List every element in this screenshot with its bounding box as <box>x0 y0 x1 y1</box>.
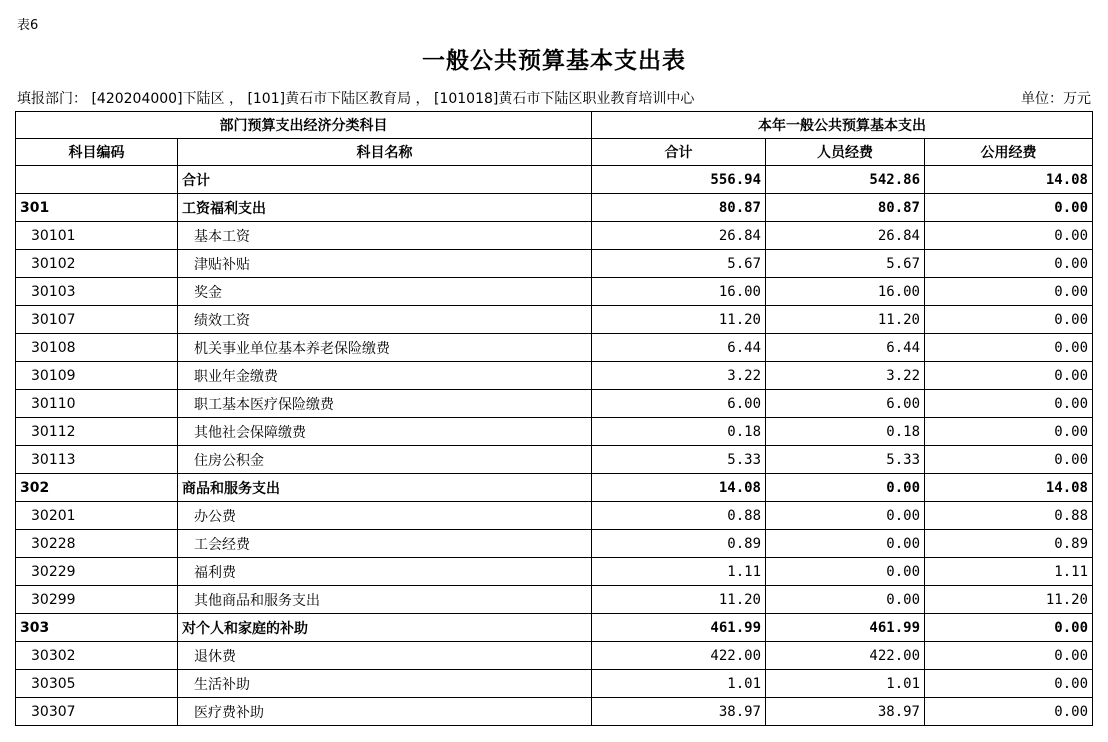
cell-personnel: 0.00 <box>766 530 925 558</box>
cell-total: 6.44 <box>592 334 766 362</box>
cell-code: 30102 <box>16 250 178 278</box>
cell-total: 6.00 <box>592 390 766 418</box>
column-header-total: 合计 <box>592 139 766 166</box>
table-row <box>16 306 1093 334</box>
cell-name: 机关事业单位基本养老保险缴费 <box>178 334 592 362</box>
cell-total: 14.08 <box>592 474 766 502</box>
cell-public: 0.00 <box>925 278 1093 306</box>
cell-total: 1.11 <box>592 558 766 586</box>
cell-personnel: 0.00 <box>766 502 925 530</box>
table-row <box>16 222 1093 250</box>
cell-code: 30201 <box>16 502 178 530</box>
cell-public: 1.11 <box>925 558 1093 586</box>
cell-name: 基本工资 <box>178 222 592 250</box>
cell-personnel: 461.99 <box>766 614 925 642</box>
cell-personnel: 16.00 <box>766 278 925 306</box>
column-header-name: 科目名称 <box>178 139 592 166</box>
table-row <box>16 642 1093 670</box>
table-row <box>16 474 1093 502</box>
table-body <box>16 166 1093 726</box>
group-header-row <box>16 112 1093 139</box>
group-header-budget: 本年一般公共预算基本支出 <box>592 112 1093 139</box>
cell-public: 0.00 <box>925 250 1093 278</box>
cell-public: 0.00 <box>925 446 1093 474</box>
table-row <box>16 586 1093 614</box>
cell-personnel: 0.00 <box>766 474 925 502</box>
cell-total: 80.87 <box>592 194 766 222</box>
cell-personnel: 3.22 <box>766 362 925 390</box>
cell-name: 办公费 <box>178 502 592 530</box>
table-row <box>16 250 1093 278</box>
table-row <box>16 194 1093 222</box>
cell-public: 0.00 <box>925 670 1093 698</box>
cell-total: 0.89 <box>592 530 766 558</box>
cell-public: 0.00 <box>925 194 1093 222</box>
cell-public: 0.00 <box>925 334 1093 362</box>
cell-name: 合计 <box>178 166 592 194</box>
cell-name: 退休费 <box>178 642 592 670</box>
cell-code: 30107 <box>16 306 178 334</box>
table-row <box>16 698 1093 726</box>
column-header-code: 科目编码 <box>16 139 178 166</box>
cell-name: 商品和服务支出 <box>178 474 592 502</box>
table-row <box>16 558 1093 586</box>
cell-name: 津贴补贴 <box>178 250 592 278</box>
cell-total: 11.20 <box>592 306 766 334</box>
cell-public: 0.00 <box>925 614 1093 642</box>
cell-name: 医疗费补助 <box>178 698 592 726</box>
table-number: 表6 <box>17 18 39 33</box>
column-header-row <box>16 139 1093 166</box>
cell-total: 1.01 <box>592 670 766 698</box>
cell-code: 30299 <box>16 586 178 614</box>
table-row <box>16 502 1093 530</box>
cell-public: 0.00 <box>925 698 1093 726</box>
cell-public: 0.00 <box>925 418 1093 446</box>
cell-name: 对个人和家庭的补助 <box>178 614 592 642</box>
cell-total: 11.20 <box>592 586 766 614</box>
cell-code: 302 <box>16 474 178 502</box>
page-title: 一般公共预算基本支出表 <box>422 47 686 74</box>
cell-total: 422.00 <box>592 642 766 670</box>
unit-label: 单位：万元 <box>1021 91 1091 107</box>
cell-code: 30101 <box>16 222 178 250</box>
cell-code: 30110 <box>16 390 178 418</box>
cell-public: 14.08 <box>925 474 1093 502</box>
cell-public: 0.89 <box>925 530 1093 558</box>
table-row <box>16 362 1093 390</box>
cell-name: 其他商品和服务支出 <box>178 586 592 614</box>
cell-name: 奖金 <box>178 278 592 306</box>
cell-code: 30229 <box>16 558 178 586</box>
cell-code: 301 <box>16 194 178 222</box>
cell-personnel: 5.33 <box>766 446 925 474</box>
cell-total: 0.88 <box>592 502 766 530</box>
cell-code <box>16 166 178 194</box>
cell-personnel: 11.20 <box>766 306 925 334</box>
cell-public: 14.08 <box>925 166 1093 194</box>
cell-personnel: 6.00 <box>766 390 925 418</box>
cell-code: 30112 <box>16 418 178 446</box>
cell-name: 工资福利支出 <box>178 194 592 222</box>
cell-name: 职工基本医疗保险缴费 <box>178 390 592 418</box>
cell-code: 30302 <box>16 642 178 670</box>
cell-public: 11.20 <box>925 586 1093 614</box>
cell-total: 5.67 <box>592 250 766 278</box>
table-row <box>16 166 1093 194</box>
cell-code: 30228 <box>16 530 178 558</box>
cell-personnel: 6.44 <box>766 334 925 362</box>
filing-department: 填报部门： [420204000]下陆区 ， [101]黄石市下陆区教育局 ， [101018]黄石市下陆区职业教育培训中心 <box>17 91 695 107</box>
cell-total: 0.18 <box>592 418 766 446</box>
cell-total: 556.94 <box>592 166 766 194</box>
cell-personnel: 422.00 <box>766 642 925 670</box>
cell-code: 30305 <box>16 670 178 698</box>
cell-personnel: 38.97 <box>766 698 925 726</box>
column-header-personnel: 人员经费 <box>766 139 925 166</box>
table-row <box>16 614 1093 642</box>
cell-total: 16.00 <box>592 278 766 306</box>
cell-public: 0.00 <box>925 390 1093 418</box>
cell-public: 0.00 <box>925 642 1093 670</box>
cell-total: 26.84 <box>592 222 766 250</box>
table-row <box>16 446 1093 474</box>
table-row <box>16 334 1093 362</box>
cell-name: 生活补助 <box>178 670 592 698</box>
cell-code: 30103 <box>16 278 178 306</box>
cell-code: 30307 <box>16 698 178 726</box>
table-row <box>16 530 1093 558</box>
column-header-public: 公用经费 <box>925 139 1093 166</box>
cell-code: 30109 <box>16 362 178 390</box>
cell-name: 其他社会保障缴费 <box>178 418 592 446</box>
cell-personnel: 1.01 <box>766 670 925 698</box>
cell-personnel: 5.67 <box>766 250 925 278</box>
cell-total: 461.99 <box>592 614 766 642</box>
cell-personnel: 0.00 <box>766 586 925 614</box>
cell-public: 0.00 <box>925 362 1093 390</box>
cell-name: 福利费 <box>178 558 592 586</box>
table-row <box>16 670 1093 698</box>
cell-public: 0.00 <box>925 306 1093 334</box>
cell-name: 工会经费 <box>178 530 592 558</box>
cell-code: 303 <box>16 614 178 642</box>
cell-personnel: 0.18 <box>766 418 925 446</box>
table-row <box>16 418 1093 446</box>
cell-name: 绩效工资 <box>178 306 592 334</box>
cell-code: 30113 <box>16 446 178 474</box>
budget-table <box>15 111 1093 726</box>
cell-personnel: 80.87 <box>766 194 925 222</box>
table-row <box>16 278 1093 306</box>
group-header-economic: 部门预算支出经济分类科目 <box>16 112 592 139</box>
cell-personnel: 542.86 <box>766 166 925 194</box>
table-row <box>16 390 1093 418</box>
cell-total: 5.33 <box>592 446 766 474</box>
cell-name: 住房公积金 <box>178 446 592 474</box>
cell-name: 职业年金缴费 <box>178 362 592 390</box>
cell-total: 38.97 <box>592 698 766 726</box>
cell-public: 0.00 <box>925 222 1093 250</box>
cell-personnel: 26.84 <box>766 222 925 250</box>
cell-personnel: 0.00 <box>766 558 925 586</box>
cell-total: 3.22 <box>592 362 766 390</box>
cell-code: 30108 <box>16 334 178 362</box>
cell-public: 0.88 <box>925 502 1093 530</box>
